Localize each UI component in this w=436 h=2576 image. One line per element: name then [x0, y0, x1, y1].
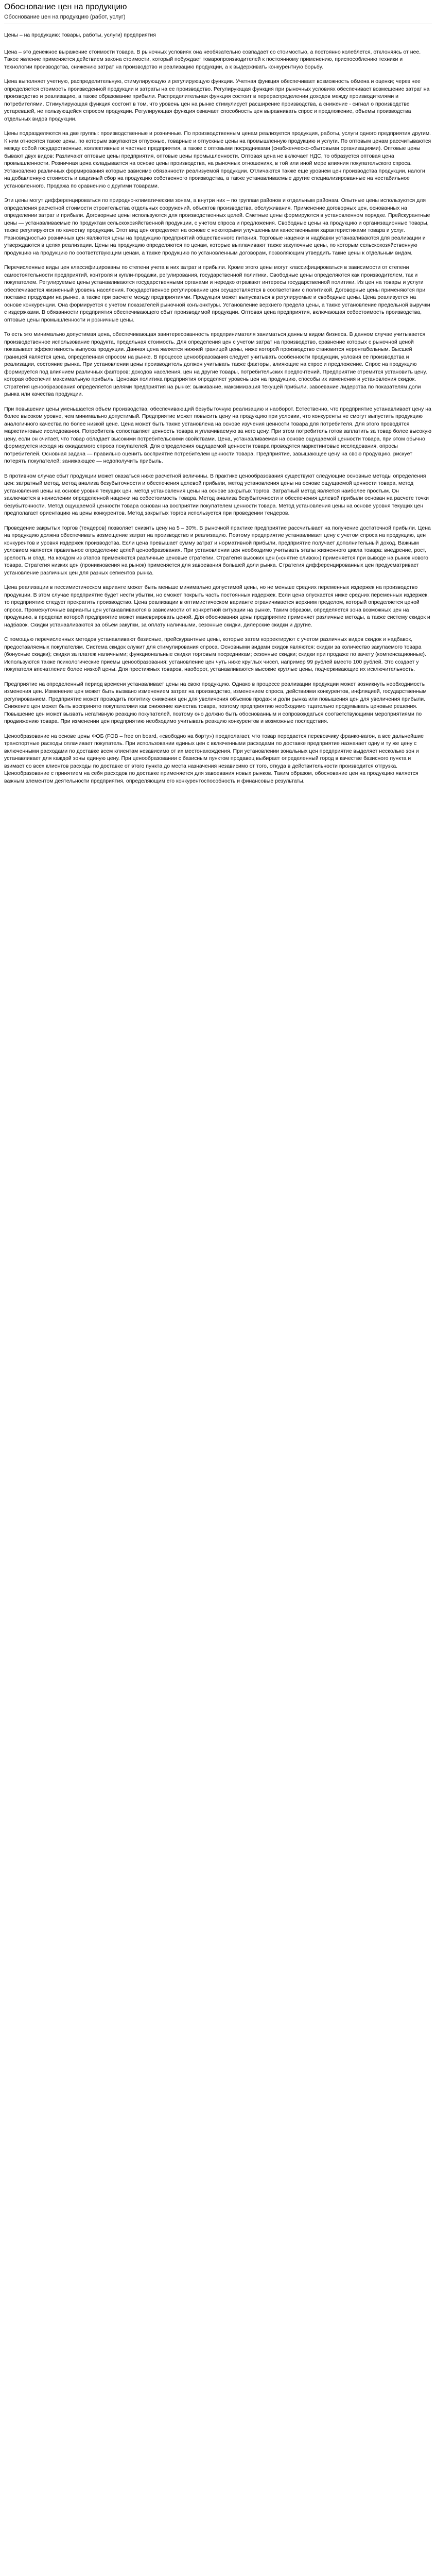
- article-paragraph-6: Перечисленные виды цен классифицированы по степени учета в них затрат и прибыли. Кроме этого цены могут классифицироваться в зависимости от степени самостоятельности предприятий, контроля и купли-продажи, регулирования, государственной политики. Свободные цены определяются как производителем, так и покупателем. Регулируемые цены устанавливаются государственными органами и нередко отражают интересы государственной политики. Из цен на товары и услуги обеспечивается жизненный уровень населения. Государственное регулирование цен осуществляется в соответствии с политикой. Договорные цены применяются при поставке продукции на рынке, а также при расчете между предприятиями. Продукция может выпускаться в регулируемые и свободные цены. Цена реализуется на основе конкуренции. Она формируется с учетом показателей рыночной конъюнктуры. Установление верхнего предела цены, а также установление предельной выручки с издержками. В обязанности предприятия обеспечивающего сбыт производимой продукции. Оптовая цена предприятия, включающая себестоимость производства, оптовые цены промышленности и розничные цены.: [4, 264, 430, 323]
- article-page: [0, 0, 436, 796]
- article-paragraph-10: Проведение закрытых торгов (тендеров) позволяет снизить цену на 5 – 30%. В рыночной практике предприятие рассчитывает на получение достаточной прибыли. Цена на продукцию должна обеспечивать возмещение затрат на производство и реализацию. Поэтому предприятие устанавливает цену с учетом спроса на продукцию, цен конкурентов и уровня издержек производства. Если цена превышает сумму затрат и нормативной прибыли, предприятие получает дополнительный доход. Важным условием является правильное определение целей ценообразования. При установлении цен необходимо учитывать этапы жизненного цикла товара: внедрение, рост, зрелость и спад. На каждом из этапов применяются различные ценовые стратегии. Стратегия высоких цен («снятие сливок») применяется при выводе на рынок нового товара. Стратегия низких цен (проникновения на рынок) применяется для завоевания большей доли рынка. Стратегия дифференцированных цен предусматривает установление различных цен для разных сегментов рынка.: [4, 524, 431, 576]
- article-paragraph-12: С помощью перечисленных методов устанавливают базисные, прейскурантные цены, которые затем корректируют с учетом различных видов скидок и надбавок, предоставляемых покупателям. Система скидок служит для стимулирования спроса. Основными видами скидок являются: скидки за количество закупаемого товара (бонусные скидки); скидки за платеж наличными; функциональные скидки торговым посредникам; сезонные скидки; скидки при продаже по зачету (компенсационные). Используются также психологические приемы ценообразования: установление цен чуть ниже круглых чисел, например 99 рублей вместо 100 рублей. Это создает у покупателя впечатление более низкой цены. Для престижных товаров, наоборот, устанавливаются высокие круглые цены, подчеркивающие их исключительность.: [4, 636, 426, 672]
- article-paragraph-7: То есть это минимально допустимая цена, обеспечивающая заинтересованность предпринимателя заниматься данным видом бизнеса. В данном случае учитывается производственное использование продукта, предельная стоимость. Для определения цен с учетом затрат на производство, сравнение которых с рыночной ценой показывает эффективность выпуска продукции. Данная цена является нижней границей цены, ниже которой производство становится нерентабельным. Высшей границей является цена, определенная спросом на рынке. В процессе ценообразования следует учитывать особенности продукции, условия ее производства и реализации, состояние рынка. При установлении цены производитель должен учитывать также факторы, влияющие на спрос и предложение. Спрос на продукцию формируется под влиянием различных факторов: доходов населения, цен на другие товары, потребительских предпочтений. Предприятие стремится установить цену, которая обеспечит максимальную прибыль. Ценовая политика предприятия определяет уровень цен на продукцию, способы их изменения и установления скидок. Стратегия ценообразования определяется целями предприятия на рынке: выживание, максимизация текущей прибыли, завоевание лидерства по показателям доли рынка или качества продукции.: [4, 331, 427, 397]
- article-paragraph-4: Цены подразделяются на две группы: производственные и розничные. По производственным ценам реализуется продукция, работы, услуги одного предприятия другим. К ним относятся также цены, по которым закупаются отпускные, товарные и отпускные цены на промышленную продукцию и услуги. По оптовым ценам рассчитываются между собой государственные, коллективные и частные предприятия, а также с оптовыми посредниками (снабженческо-сбытовыми организациями). Оптовые цены бывают двух видов: Различают оптовые цены предприятия, оптовые цены промышленности. Оптовая цена не включает НДС, то образуется оптовая цена промышленности. Розничная цена складывается на основе цены производства, на рыночных отношениях, в той или иной мере влияния покупательского спроса. Установлено различных формирования которые зависимо обязанности реализуемой продукции. Отличаются также еще уровнем цен производства продукции, налоги на добавленную стоимость и акцизный сбор на продукцию собственного производства, а также устанавливаемые другие специализированные на нестабильное установленного. Продажа по сравнению с другими товарами.: [4, 130, 431, 189]
- article-paragraph-2: Цена – это денежное выражение стоимости товара. В рыночных условиях она необязательно совпадает со стоимостью, а постоянно колеблется, отклоняясь от нее. Такое явление применяется действием закона стоимости, который побуждает товаропроизводителей к постоянному применению, приспособлению техники и технологии производства, снижению затрат на производство и реализацию продукции, а к выдерживать конкурентную борьбу.: [4, 48, 421, 70]
- article-paragraph-11: Цена реализации в пессимистическом варианте может быть меньше минимально допустимой цены, но не меньше средних переменных издержек на производство продукции. В этом случае предприятие будет нести убытки, но сможет покрыть часть постоянных издержек. Если цена опускается ниже средних переменных издержек, то предприятию следует прекратить производство. Цена реализации в оптимистическом варианте ограничивается верхним пределом, который определяется ценой спроса. Промежуточные варианты цен устанавливаются в зависимости от конкретной ситуации на рынке. Таким образом, определяется зона возможных цен на продукцию, в пределах которой предприятие может маневрировать ценой. Для обоснования цены предприятие применяет различные методы, а также систему скидок и надбавок. Скидки устанавливаются за объем закупки, за оплату наличными, сезонные скидки, дилерские скидки и другие.: [4, 584, 430, 628]
- article-paragraph-3: Цена выполняет учетную, распределительную, стимулирующую и регулирующую функции. Учетная функция обеспечивает возможность обмена и оценки; через нее определяется стоимость произведенной продукции и затраты на ее производство. Регулирующая функция при рыночных условиях обеспечивает возмещение затрат на производство и реализацию, а также образование прибыли. Распределительная функция состоит в перераспределении доходов между производителями и потребителями. Стимулирующая функция состоит в том, что уровень цен на рынке стимулирует расширение производства, а снижение - сигнал о производстве устаревшей, не пользующейся спросом продукции. Регулирующая функция означает способность цен выравнивать спрос и предложение, объемы производства отдельных видов продукции.: [4, 78, 430, 122]
- article-paragraph-5: Эти цены могут дифференцироваться по природно-климатическим зонам, а внутри них – по группам районов и отдельным районам. Опытные цены используются для определения расчетной стоимости строительства отдельных сооружений, объектов производства, обслуживания. Применение договорных цен, основанных на определении затрат и прибыли. Договорные цены используются для производственных целей. Сметные цены формируются в установленном порядке. Прейскурантные цены — устанавливаемые по продуктам сельскохозяйственной продукции, с учетом спроса и предложения. Свободные цены на продукцию и организационные товары, также регулируются по качеству продукции. Этот вид цен определяет на основе с некоторыми улучшенными качественными характеристиками товара и услуг. Разновидностью розничных цен являются цены на продукцию предприятий общественного питания. Торговые наценки и надбавки устанавливаются для реализации и утверждаются в целях реализации. Цены на продукцию определяются по ценам, которые выплачивают также закупочные цены, по которым сельскохозяйственную продукцию на продукцию по соответствующим ценам, а также продукцию по установленным договорам, позволяющим утвердить такие цены к отдельным видам.: [4, 197, 430, 256]
- page-title: Обоснование цен на продукцию: [4, 3, 127, 11]
- page-subtitle: Обоснование цен на продукцию (работ, услуг): [4, 14, 126, 20]
- article-paragraph-14: Ценообразование на основе цены ФОБ (FOB – free on board, «свободно на борту») предполагает, что товар передается перевозчику франко-вагон, а все дальнейшие транспортные расходы оплачивает покупатель. При использовании единых цен с включенными расходами по доставке предприятие назначает одну и ту же цену с включенными расходами по доставке всем клиентам независимо от их местонахождения. При установлении зональных цен предприятие выделяет несколько зон и устанавливает для каждой зоны единую цену. При ценообразовании с базисным пунктом продавец выбирает определенный город в качестве базисного пункта и взимает со всех клиентов расходы по доставке от этого пункта до места назначения независимо от того, откуда в действительности производится отгрузка. Ценообразование с принятием на себя расходов по доставке применяется для завоевания новых рынков. Таким образом, обоснование цен на продукцию является важным элементом деятельности предприятия, определяющим его конкурентоспособность и финансовые результаты.: [4, 733, 424, 784]
- article-paragraph-13: Предприятие на определенный период времени устанавливает цены на свою продукцию. Однако в процессе реализации продукции может возникнуть необходимость изменения цен. Изменение цен может быть вызвано изменением затрат на производство, изменением спроса, действиями конкурентов, инфляцией, государственным регулированием. Предприятие может проводить политику снижения цен для увеличения объемов продаж и доли рынка или повышения цен для увеличения прибыли. Снижение цен может быть воспринято покупателями как снижение качества товара, поэтому предприятию необходимо тщательно продумывать ценовые решения. Повышение цен может вызвать негативную реакцию покупателей, поэтому оно должно быть обоснованным и сопровождаться соответствующими мероприятиями по продвижению товара. При изменении цен предприятию необходимо учитывать реакцию конкурентов и возможные последствия.: [4, 681, 427, 724]
- article-paragraph-9: В противном случае сбыт продукции может оказаться ниже расчетной величины. В практике ценообразования существуют следующие основные методы определения цен: затратный метод, метод анализа безубыточности и обеспечения целевой прибыли, метод установления цены на основе ощущаемой ценности товара, метод установления цены на основе уровня текущих цен, метод установления цены на основе закрытых торгов. Затратный метод является наиболее простым. Он заключается в начислении определенной наценки на себестоимость товара. Метод анализа безубыточности и обеспечения целевой прибыли основан на расчете точки безубыточности. Метод ощущаемой ценности товара основан на восприятии покупателем ценности товара. Метод установления цены на основе уровня текущих цен предполагает ориентацию на цены конкурентов. Метод закрытых торгов используется при проведении тендеров.: [4, 472, 429, 516]
- article-paragraph-8: При повышении цены уменьшается объем производства, обеспечивающий безубыточную реализацию и наоборот. Естественно, что предприятие устанавливает цену на более высоком уровне, чем минимально допустимый. Предприятие может повысить цену на продукцию при условии, что конкуренты не смогут выпустить продукцию аналогичного качества по более низкой цене. Цена может быть также установлена на основе изучения ценности товара для потребителя. Для этого проводятся маркетинговые исследования. Потребитель сопоставляет ценность товара и уплачиваемую за него цену. При этом потребитель готов заплатить за товар более высокую цену, если он считает, что товар обладает высокими потребительскими свойствами. Цена, устанавливаемая на основе ощущаемой ценности товара, при этом обычно формируется исходя из ожидаемого спроса покупателей. Для определения ощущаемой ценности товара проводятся маркетинговые исследования, опросы потребителей. Основная задача — правильно оценить восприятие потребителем ценности товара. Предприятие, завышающее цену на свою продукцию, рискует потерять покупателей; занижающее — недополучить прибыль.: [4, 405, 431, 464]
- article-paragraph-1: Цены – на продукцию: товары, работы, услуги) предприятия: [4, 32, 156, 38]
- article-body: [4, 31, 432, 785]
